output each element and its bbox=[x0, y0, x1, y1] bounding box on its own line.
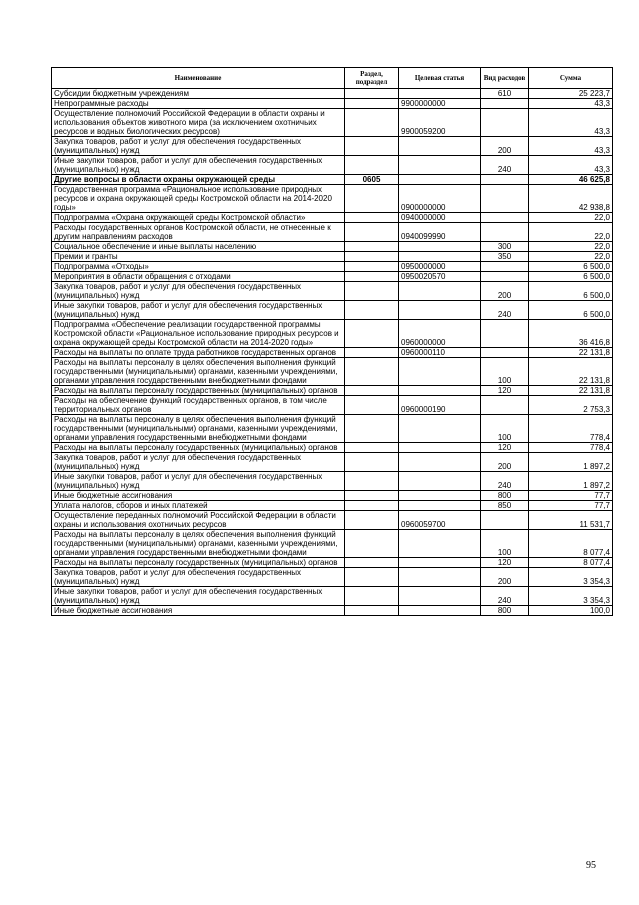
table-row bbox=[52, 530, 613, 558]
cell-expense: 100 bbox=[481, 358, 529, 386]
cell-name: Расходы на выплаты персоналу государственных (муниципальных) органов bbox=[52, 386, 345, 396]
table-row bbox=[52, 137, 613, 156]
cell-section bbox=[345, 223, 399, 242]
cell-name: Расходы государственных органов Костромской области, не отнесенные к другим направлениям расходов bbox=[52, 223, 345, 242]
cell-sum: 6 500,0 bbox=[529, 282, 613, 301]
table-row bbox=[52, 272, 613, 282]
budget-table bbox=[51, 67, 613, 616]
cell-expense: 240 bbox=[481, 156, 529, 175]
cell-name: Расходы на обеспечение функций государственных органов, в том числе территориальных органов bbox=[52, 396, 345, 415]
table-header-row bbox=[52, 68, 613, 89]
cell-section bbox=[345, 396, 399, 415]
cell-target bbox=[399, 175, 481, 185]
cell-expense: 120 bbox=[481, 558, 529, 568]
cell-name: Закупка товаров, работ и услуг для обеспечения государственных (муниципальных) нужд bbox=[52, 282, 345, 301]
cell-section bbox=[345, 587, 399, 606]
table-row bbox=[52, 223, 613, 242]
cell-name: Субсидии бюджетным учреждениям bbox=[52, 89, 345, 99]
cell-target bbox=[399, 358, 481, 386]
cell-section bbox=[345, 558, 399, 568]
table-row bbox=[52, 386, 613, 396]
cell-target bbox=[399, 443, 481, 453]
table-row bbox=[52, 242, 613, 252]
cell-target bbox=[399, 415, 481, 443]
cell-sum: 6 500,0 bbox=[529, 262, 613, 272]
cell-sum: 46 625,8 bbox=[529, 175, 613, 185]
cell-section bbox=[345, 252, 399, 262]
cell-name: Расходы на выплаты персоналу государственных (муниципальных) органов bbox=[52, 558, 345, 568]
cell-sum: 1 897,2 bbox=[529, 472, 613, 491]
cell-expense: 200 bbox=[481, 282, 529, 301]
cell-expense: 240 bbox=[481, 587, 529, 606]
table-row bbox=[52, 109, 613, 137]
table-row bbox=[52, 156, 613, 175]
cell-sum: 778,4 bbox=[529, 415, 613, 443]
cell-name: Закупка товаров, работ и услуг для обеспечения государственных (муниципальных) нужд bbox=[52, 453, 345, 472]
cell-sum: 6 500,0 bbox=[529, 301, 613, 320]
cell-name: Расходы на выплаты персоналу государственных (муниципальных) органов bbox=[52, 443, 345, 453]
cell-name: Закупка товаров, работ и услуг для обеспечения государственных (муниципальных) нужд bbox=[52, 568, 345, 587]
table-row bbox=[52, 491, 613, 501]
cell-sum: 22 131,8 bbox=[529, 348, 613, 358]
table-row bbox=[52, 89, 613, 99]
cell-name: Иные закупки товаров, работ и услуг для обеспечения государственных (муниципальных) нужд bbox=[52, 587, 345, 606]
cell-section bbox=[345, 415, 399, 443]
cell-section bbox=[345, 530, 399, 558]
cell-target bbox=[399, 453, 481, 472]
cell-expense bbox=[481, 348, 529, 358]
cell-expense bbox=[481, 213, 529, 223]
cell-sum: 1 897,2 bbox=[529, 453, 613, 472]
cell-name: Мероприятия в области обращения с отходами bbox=[52, 272, 345, 282]
cell-section bbox=[345, 472, 399, 491]
cell-sum: 77,7 bbox=[529, 501, 613, 511]
cell-section bbox=[345, 491, 399, 501]
cell-sum: 42 938,8 bbox=[529, 185, 613, 213]
header-target: Целевая статья bbox=[399, 68, 481, 89]
cell-target: 0950000000 bbox=[399, 262, 481, 272]
table-row bbox=[52, 358, 613, 386]
cell-section bbox=[345, 568, 399, 587]
cell-expense: 300 bbox=[481, 242, 529, 252]
table-row bbox=[52, 348, 613, 358]
cell-expense: 350 bbox=[481, 252, 529, 262]
table-row bbox=[52, 213, 613, 223]
cell-section bbox=[345, 99, 399, 109]
cell-name: Иные закупки товаров, работ и услуг для обеспечения государственных (муниципальных) нужд bbox=[52, 472, 345, 491]
cell-sum: 3 354,3 bbox=[529, 587, 613, 606]
page-number: 95 bbox=[586, 860, 596, 871]
header-sum: Сумма bbox=[529, 68, 613, 89]
cell-expense: 200 bbox=[481, 137, 529, 156]
cell-sum: 22 131,8 bbox=[529, 386, 613, 396]
cell-section bbox=[345, 156, 399, 175]
cell-section bbox=[345, 185, 399, 213]
cell-target bbox=[399, 568, 481, 587]
cell-section bbox=[345, 89, 399, 99]
cell-name: Расходы на выплаты по оплате труда работников государственных органов bbox=[52, 348, 345, 358]
cell-sum: 11 531,7 bbox=[529, 511, 613, 530]
cell-name: Государственная программа «Рациональное использование природных ресурсов и охрана окружающей среды Костромской области на 2014-2020 годы» bbox=[52, 185, 345, 213]
cell-sum: 22,0 bbox=[529, 223, 613, 242]
cell-section bbox=[345, 242, 399, 252]
cell-expense: 200 bbox=[481, 453, 529, 472]
cell-section bbox=[345, 443, 399, 453]
cell-section bbox=[345, 213, 399, 223]
table-row bbox=[52, 443, 613, 453]
cell-expense: 800 bbox=[481, 491, 529, 501]
table-row bbox=[52, 99, 613, 109]
cell-section bbox=[345, 301, 399, 320]
cell-target: 0940099990 bbox=[399, 223, 481, 242]
cell-expense: 100 bbox=[481, 530, 529, 558]
cell-target bbox=[399, 587, 481, 606]
cell-name: Подпрограмма «Охрана окружающей среды Костромской области» bbox=[52, 213, 345, 223]
cell-target bbox=[399, 156, 481, 175]
cell-section bbox=[345, 282, 399, 301]
cell-sum: 778,4 bbox=[529, 443, 613, 453]
cell-expense bbox=[481, 511, 529, 530]
cell-target bbox=[399, 301, 481, 320]
cell-expense bbox=[481, 175, 529, 185]
cell-name: Иные закупки товаров, работ и услуг для обеспечения государственных (муниципальных) нужд bbox=[52, 301, 345, 320]
cell-sum: 2 753,3 bbox=[529, 396, 613, 415]
cell-sum: 22,0 bbox=[529, 242, 613, 252]
cell-expense: 850 bbox=[481, 501, 529, 511]
table-row bbox=[52, 606, 613, 616]
cell-expense bbox=[481, 320, 529, 348]
cell-section bbox=[345, 453, 399, 472]
cell-expense bbox=[481, 262, 529, 272]
cell-section: 0605 bbox=[345, 175, 399, 185]
cell-section bbox=[345, 358, 399, 386]
cell-target bbox=[399, 386, 481, 396]
cell-name: Осуществление полномочий Российской Федерации в области охраны и использования объектов животного мира (за исключением охотничьих ресурсов и водных биологических ресурсов) bbox=[52, 109, 345, 137]
table-row bbox=[52, 396, 613, 415]
cell-name: Расходы на выплаты персоналу в целях обеспечения выполнения функций государственными (муниципальными) органами, казенными учреждениями, органами управления государственными внебюджетными фондами bbox=[52, 530, 345, 558]
cell-target bbox=[399, 491, 481, 501]
table-row bbox=[52, 185, 613, 213]
cell-name: Непрограммные расходы bbox=[52, 99, 345, 109]
cell-name: Премии и гранты bbox=[52, 252, 345, 262]
cell-section bbox=[345, 109, 399, 137]
cell-name: Уплата налогов, сборов и иных платежей bbox=[52, 501, 345, 511]
header-name: Наименование bbox=[52, 68, 345, 89]
cell-expense: 240 bbox=[481, 472, 529, 491]
cell-expense bbox=[481, 99, 529, 109]
table-row bbox=[52, 415, 613, 443]
table-row bbox=[52, 511, 613, 530]
cell-expense bbox=[481, 272, 529, 282]
cell-name: Социальное обеспечение и иные выплаты населению bbox=[52, 242, 345, 252]
cell-section bbox=[345, 511, 399, 530]
cell-expense bbox=[481, 185, 529, 213]
cell-target bbox=[399, 558, 481, 568]
cell-section bbox=[345, 272, 399, 282]
table-row bbox=[52, 252, 613, 262]
table-row bbox=[52, 301, 613, 320]
table-row bbox=[52, 587, 613, 606]
cell-expense bbox=[481, 109, 529, 137]
cell-target bbox=[399, 530, 481, 558]
cell-expense: 800 bbox=[481, 606, 529, 616]
cell-sum: 6 500,0 bbox=[529, 272, 613, 282]
table-row bbox=[52, 282, 613, 301]
cell-target bbox=[399, 606, 481, 616]
cell-sum: 3 354,3 bbox=[529, 568, 613, 587]
cell-sum: 22,0 bbox=[529, 213, 613, 223]
cell-sum: 43,3 bbox=[529, 137, 613, 156]
table-row bbox=[52, 558, 613, 568]
cell-expense: 120 bbox=[481, 443, 529, 453]
cell-target: 0960000190 bbox=[399, 396, 481, 415]
cell-sum: 100,0 bbox=[529, 606, 613, 616]
cell-expense: 200 bbox=[481, 568, 529, 587]
table-row bbox=[52, 472, 613, 491]
cell-target bbox=[399, 242, 481, 252]
header-expense: Вид расходов bbox=[481, 68, 529, 89]
cell-sum: 25 223,7 bbox=[529, 89, 613, 99]
cell-name: Осуществление переданных полномочий Российской Федерации в области охраны и использования охотничьих ресурсов bbox=[52, 511, 345, 530]
cell-target bbox=[399, 282, 481, 301]
cell-name: Подпрограмма «Обеспечение реализации государственной программы Костромской области «Рациональное использование природных ресурсов и охрана окружающей среды Костромской области на 2014-2020 годы» bbox=[52, 320, 345, 348]
cell-sum: 8 077,4 bbox=[529, 558, 613, 568]
table-row bbox=[52, 320, 613, 348]
cell-target bbox=[399, 501, 481, 511]
cell-sum: 8 077,4 bbox=[529, 530, 613, 558]
cell-name: Иные бюджетные ассигнования bbox=[52, 606, 345, 616]
table-row bbox=[52, 262, 613, 272]
cell-section bbox=[345, 348, 399, 358]
cell-target: 9900000000 bbox=[399, 99, 481, 109]
cell-target bbox=[399, 89, 481, 99]
cell-expense: 100 bbox=[481, 415, 529, 443]
cell-expense: 120 bbox=[481, 386, 529, 396]
cell-target bbox=[399, 137, 481, 156]
cell-expense: 240 bbox=[481, 301, 529, 320]
cell-sum: 77,7 bbox=[529, 491, 613, 501]
table-row bbox=[52, 501, 613, 511]
cell-expense bbox=[481, 223, 529, 242]
cell-sum: 43,3 bbox=[529, 156, 613, 175]
cell-target: 0940000000 bbox=[399, 213, 481, 223]
header-section: Раздел, подраздел bbox=[345, 68, 399, 89]
cell-name: Расходы на выплаты персоналу в целях обеспечения выполнения функций государственными (муниципальными) органами, казенными учреждениями, органами управления государственными внебюджетными фондами bbox=[52, 415, 345, 443]
cell-section bbox=[345, 501, 399, 511]
cell-sum: 36 416,8 bbox=[529, 320, 613, 348]
table-row bbox=[52, 568, 613, 587]
cell-target bbox=[399, 472, 481, 491]
cell-target: 0900000000 bbox=[399, 185, 481, 213]
cell-sum: 43,3 bbox=[529, 109, 613, 137]
cell-sum: 22,0 bbox=[529, 252, 613, 262]
cell-sum: 22 131,8 bbox=[529, 358, 613, 386]
cell-name: Другие вопросы в области охраны окружающей среды bbox=[52, 175, 345, 185]
cell-expense bbox=[481, 396, 529, 415]
cell-section bbox=[345, 606, 399, 616]
cell-name: Иные бюджетные ассигнования bbox=[52, 491, 345, 501]
cell-target: 0960000110 bbox=[399, 348, 481, 358]
cell-sum: 43,3 bbox=[529, 99, 613, 109]
cell-section bbox=[345, 320, 399, 348]
table-row bbox=[52, 453, 613, 472]
cell-name: Закупка товаров, работ и услуг для обеспечения государственных (муниципальных) нужд bbox=[52, 137, 345, 156]
cell-name: Расходы на выплаты персоналу в целях обеспечения выполнения функций государственными (муниципальными) органами, казенными учреждениями, органами управления государственными внебюджетными фондами bbox=[52, 358, 345, 386]
cell-target: 0960059700 bbox=[399, 511, 481, 530]
cell-target bbox=[399, 252, 481, 262]
cell-target: 0960000000 bbox=[399, 320, 481, 348]
table-body bbox=[52, 89, 613, 616]
cell-section bbox=[345, 386, 399, 396]
cell-expense: 610 bbox=[481, 89, 529, 99]
cell-target: 0950020570 bbox=[399, 272, 481, 282]
cell-section bbox=[345, 262, 399, 272]
cell-section bbox=[345, 137, 399, 156]
table-row bbox=[52, 175, 613, 185]
cell-name: Подпрограмма «Отходы» bbox=[52, 262, 345, 272]
cell-target: 9900059200 bbox=[399, 109, 481, 137]
cell-name: Иные закупки товаров, работ и услуг для обеспечения государственных (муниципальных) нужд bbox=[52, 156, 345, 175]
